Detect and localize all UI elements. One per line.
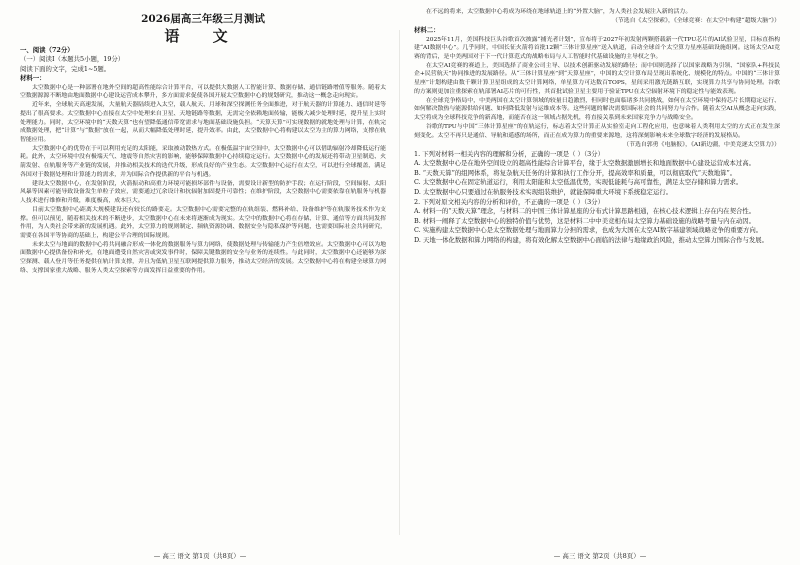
question-2-stem: 2. 下列对原文相关内容的分析和评价，不正确的一项是（ ）（3分） <box>414 197 604 206</box>
page-1-footer: — 高三 语文 第1页（共8页）— <box>153 552 247 560</box>
material-1-label: 材料一： <box>20 74 46 83</box>
question-1-option-a: A. 太空数据中心是在地外空间设立的超高性能综合计算平台，缘于太空数据激剧增长和地面数据中心建设运营成本过高。 <box>414 159 755 168</box>
question-1-option-c: C. 太空数据中心在固定轨道运行，利用太阳能和太空低温优势，实现低能耗与高可靠性，满足太空存储和算力需求。 <box>414 178 743 187</box>
material-1-paragraph: 建设太空数据中心，在发射阶段，火箭振动和高重力环境可能损坏部件与设备，需要设计新型的防护手段；在运行阶段，空间辐射、太阳风暴等因素可能导致设备发生单粒子效应，需要通过冗余设计和抗辐射加固提升可靠性；在维护阶段，太空数据中心需要依靠在轨服务与机器人技术进行维修和升级，难度极高，成本巨大。 <box>20 180 386 204</box>
question-2-option-a: A. 材料一的“天数天算”理念，与材料二的中国三体计算星座的分布式计算思路相通，在核心技术逻辑上存在内在契合性。 <box>414 207 756 216</box>
material-1-paragraph: 未来太空与地面的数据中心将共同融合形成一体化的数据服务与算力网络，使数据处理与传输能力产生倍增效应。太空数据中心可以为地面数据中心提供备份和补充，在地面遭受自然灾害或突发事件时，保障关键数据的安全与业务的连续性。与此同时，太空数据中心还能够为深空探测、载人登月等任务提供在轨计算支撑，并且为低轨卫星互联网提供算力服务，推动太空经济的发展。太空数据中心将在构建全球算力网络、支撑国家重大战略、服务人类太空探索等方面发挥日益重要的作用。 <box>20 241 386 274</box>
material-1-source: （节选自《太空探索》，《全球竞赛：在太空中构建“超级大脑”》） <box>611 18 780 25</box>
question-1-option-d: D. 太空数据中心只要通过在轨服务技术实现组装维护，就能保障重大环境下系统稳定运行。 <box>414 188 673 196</box>
material-2-paragraph: 谷歌的TPU与中国“三体计算星座”的在轨运行，标志着太空计算正从实验室走向工程化应用，也意味着人类利用太空的方式正在发生深刻变化。太空不再只是通信、导航和遥感的场所，而正在成为算力的重要来源地，这将深刻影响未来全球数字经济的发展格局。 <box>414 123 780 139</box>
material-1-closing-paragraph: 在不远的将来，太空数据中心将成为环绕在地球轨道上的“外置大脑”，为人类社会发展注入新的活力。 <box>426 9 692 15</box>
page-2-footer: — 高三 语文 第2页（共8页）— <box>553 552 647 560</box>
subject-title: 语 文 <box>164 27 242 45</box>
subsection-heading: （一）阅读Ⅰ（本题共5小题，19分） <box>20 55 125 64</box>
material-1-paragraph: 太空数据中心是一种部署在地外空间的超高性能综合计算平台，可以提供大数据人工智能计算、数据存储、通信链路增值等服务。随着太空数据源源不断地由地面数据中心建设运营成本攀升，多方面需求促使各国开展太空数据中心的规划研究，推动这一概念走向现实。 <box>20 84 386 100</box>
material-1-paragraph: 太空数据中心的优势在于可以利用充足的太阳能，采取被动散热方式。在极低温宇宙空间中，太空数据中心可以借助辐射冷却降低运行能耗。此外，太空环境中没有极端天气、地震等自然灾害的影响，能够保障数据中心持续稳定运行。太空数据中心的发展还将带动卫星制造、火箭发射、在轨服务等产业链的发展，并推动相关技术的迭代升级，形成良好的产业生态。太空数据中心运行在太空，可以进行全球覆盖，满足各国对于数据处理和计算能力的需求，并为国际合作提供新的平台与机遇。 <box>20 145 386 178</box>
material-2-paragraph: 在全球竞争格局中，中美两国在太空计算领域的较量日趋激烈，但同时也面临诸多共同挑战，如何在太空环境中保持芯片长期稳定运行、如何解决散热与能源供给问题、如何降低发射与运维成本等。这些问题的解决需要国际社会的共同努力与合作。随着太空AI从概念走向实践，太空将成为全球科技竞争的新高地，而能否在这一领域占据先机，将直接关系到未来国家竞争力与战略安全。 <box>414 97 780 121</box>
question-1-option-b: B. “天数天算”的组网体系，将复杂航天任务的计算和执行工作分开，提高效率和质量，可以彻底取代“天数地算”。 <box>414 168 737 177</box>
material-1-paragraph: 目前太空数据中心距离大规模建设还有较长的路要走。太空数据中心需要完整的在轨组装、燃料补给、设备维护等在轨服务技术作为支撑。但可以预见，随着相关技术的不断进步，太空数据中心在未来将逐渐成为现实。太空中的数据中心将在存储、计算、通信等方面共同发挥作用，为人类社会带来新的发展机遇。此外，太空算力的规则制定、频轨资源协调、数据安全与隐私保护等问题，也需要国际社会共同研究，需要在各国平等协商的基础上，构建公平合理的国际规则。 <box>20 206 386 239</box>
question-2-option-d: D. 天地一体化数据和算力网络的构建，将有效化解太空数据中心面临的法律与地缘政治风险，推动太空算力国际合作与发展。 <box>414 235 769 244</box>
material-1-paragraph: 近年来，全球航天高速发展，大量航天器陆续进入太空，载人航天、月球和深空探测任务全面推进，对于航天器的计算能力、通信时延等提出了很高要求。太空数据中心直接在太空中处理来自卫星、天地链路等数据，无需完全依赖地面传输，能极大减少处理时延，提升星上实时处理能力。同时，太空环境中的“天数天算”也有望降低通信带宽需求与地面基础设施负担。“天算天算”可实现数据的就地处理与计算，在轨完成数据处理，把“计算”与“数据”放在一起，从而大幅降低处理时延，提升效率。由此，太空数据中心将构建以太空为主的算力网络，支撑在轨智能应用。 <box>20 102 386 143</box>
material-2-paragraph: 在太空AI竞赛的赛道上，美国选择了商业公司主导、以技术创新驱动发展的路径；而中国则选择了以国家战略为引领、“国家队+科技民企+民营航天”协同推进的发展路径。从“三体计算星座”到“天算星座”，中国的太空计算布局呈现出系统化、规模化的特点。中国的“三体计算星座”计划构建由数千颗计算卫星组成的太空计算网络，单星算力可达数百TOPS，星间采用激光链路互联，实现算力共享与协同处理。谷歌的方案则更加注重探索在轨部署AI芯片的可行性，其首批试验卫星主要用于验证TPU在太空辐射环境下的稳定性与能效表现。 <box>414 62 780 95</box>
question-2-option-c: C. 实施构建太空数据中心是太空数据处理与地面算力分担的需求，也成为大国在太空AI数字基建领域战略竞争的重要方向。 <box>414 226 763 235</box>
question-1-stem: 1. 下列对材料一相关内容的理解和分析，正确的一项是（ ）（3分） <box>414 149 604 158</box>
instruction: 阅读下面的文字，完成1~5题。 <box>20 64 111 73</box>
material-2-label: 材料二： <box>414 26 440 35</box>
material-2-paragraph: 2025年11月，美国科技巨头谷歌首次披露“捕光者计划”，宣布将于2027年初发射两颗搭载新一代TPU芯片的AI试验卫星，目标直指构建“AI数据中心”。几乎同时，中国长征火箭将首批12颗“三体计算星座”送入轨道，启动全球首个太空算力星座基础设施组网。这场太空AI竞赛的背后，是中美两国对于下一代计算范式的战略布局与人工智能时代基础设施的主导权之争。 <box>414 36 780 60</box>
material-2-source: （节选自郭勇《电脑报》，《AI新边疆，中美竞逐太空算力》） <box>623 141 780 148</box>
section-heading: 一、阅读（72分） <box>20 46 74 54</box>
question-2-option-b: B. 材料一阐释了太空数据中心的独特价值与优势，这是材料二中中美竞相布局太空算力基础设施的战略考量与内在动因。 <box>414 216 756 225</box>
page-2 <box>400 0 800 565</box>
exam-title: 2026届高三年级三月测试 <box>141 13 265 25</box>
